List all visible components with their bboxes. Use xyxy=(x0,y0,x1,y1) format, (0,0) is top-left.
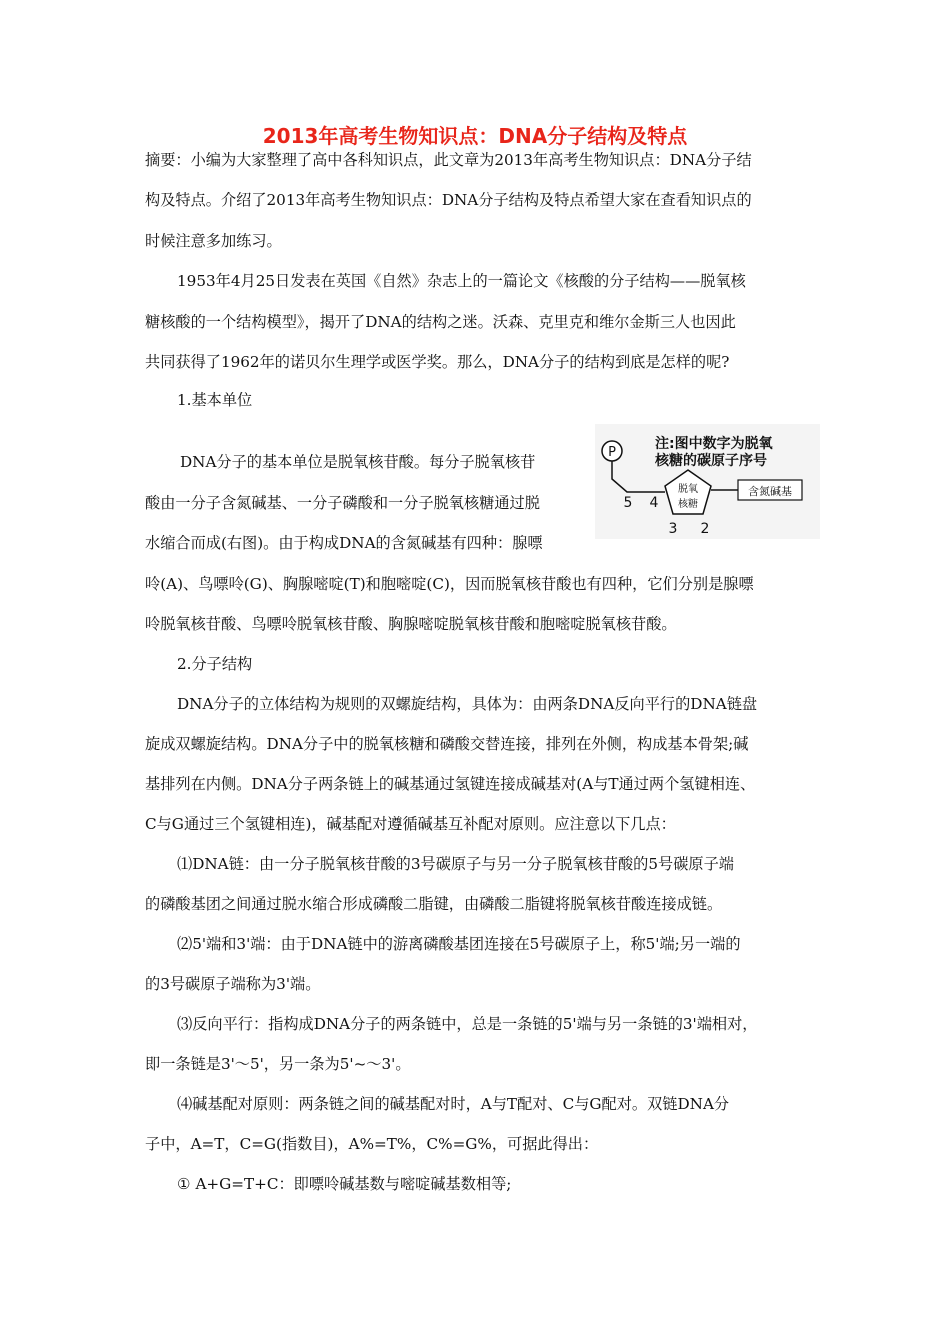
intro-line-1: 1953年4月25日发表在英国《自然》杂志上的一篇论文《核酸的分子结构——脱氧核 xyxy=(177,272,746,290)
structure-line-2: 旋成双螺旋结构。DNA分子中的脱氧核糖和磷酸交替连接，排列在外侧，构成基本骨架;碱 xyxy=(145,735,749,753)
point-3-line-1: ⑶反向平行：指构成DNA分子的两条链中，总是一条链的5'端与另一条链的3'端相对， xyxy=(177,1015,758,1033)
intro-line-2: 糖核酸的一个结构模型》，揭开了DNA的结构之迷。沃森、克里克和维尔金斯三人也因此 xyxy=(145,313,736,331)
point-4-line-1: ⑷碱基配对原则：两条链之间的碱基配对时，A与T配对、C与G配对。双链DNA分 xyxy=(177,1095,730,1113)
point-1-line-1: ⑴DNA链：由一分子脱氧核苷酸的3号碳原子与另一分子脱氧核苷酸的5号碳原子端 xyxy=(177,855,734,873)
basic-unit-line-1: DNA分子的基本单位是脱氧核苷酸。每分子脱氧核苷 xyxy=(180,453,536,471)
phosphate-label: P xyxy=(608,445,616,460)
base-label: 含氮碱基 xyxy=(748,485,792,498)
abstract-line-1: 摘要：小编为大家整理了高中各科知识点，此文章为2013年高考生物知识点：DNA分子结 xyxy=(145,151,752,169)
sugar-label-line-2: 核糖 xyxy=(678,499,698,510)
figure-note-line-1: 注:图中数字为脱氧 xyxy=(655,436,773,452)
basic-unit-line-2: 酸由一分子含氮碱基、一分子磷酸和一分子脱氧核糖通过脱 xyxy=(145,494,540,512)
structure-line-4: C与G通过三个氢键相连)，碱基配对遵循碱基互补配对原则。应注意以下几点： xyxy=(145,815,676,833)
carbon-number-2: 2 xyxy=(700,521,710,537)
point-2-line-2: 的3号碳原子端称为3'端。 xyxy=(145,975,321,993)
carbon-number-4: 4 xyxy=(649,495,659,511)
point-4-item-1: ① A+G=T+C：即嘌呤碱基数与嘧啶碱基数相等; xyxy=(177,1175,512,1193)
basic-unit-line-3: 水缩合而成(右图)。由于构成DNA的含氮碱基有四种：腺嘌 xyxy=(145,534,543,552)
section-heading-basic-unit: 1.基本单位 xyxy=(177,391,253,409)
section-heading-structure: 2.分子结构 xyxy=(177,655,253,673)
structure-line-1: DNA分子的立体结构为规则的双螺旋结构，具体为：由两条DNA反向平行的DNA链盘 xyxy=(177,695,758,713)
document-title: 2013年高考生物知识点：DNA分子结构及特点 xyxy=(262,124,688,148)
basic-unit-line-5: 呤脱氧核苷酸、鸟嘌呤脱氧核苷酸、胸腺嘧啶脱氧核苷酸和胞嘧啶脱氧核苷酸。 xyxy=(145,615,677,633)
nucleotide-structure-figure xyxy=(595,424,820,539)
abstract-line-2: 构及特点。介绍了2013年高考生物知识点：DNA分子结构及特点希望大家在查看知识点的 xyxy=(145,191,752,209)
structure-line-3: 基排列在内侧。DNA分子两条链上的碱基通过氢键连接成碱基对(A与T通过两个氢键相连、 xyxy=(145,775,756,793)
carbon-number-5: 5 xyxy=(623,495,633,511)
basic-unit-line-4: 呤(A)、鸟嘌呤(G)、胸腺嘧啶(T)和胞嘧啶(C)，因而脱氧核苷酸也有四种，它们分别是腺嘌 xyxy=(145,575,754,593)
sugar-label-line-1: 脱氧 xyxy=(678,484,698,495)
point-1-line-2: 的磷酸基团之间通过脱水缩合形成磷酸二脂键，由磷酸二脂键将脱氧核苷酸连接成链。 xyxy=(145,895,723,913)
point-4-line-2: 子中，A=T，C=G(指数目)，A%=T%，C%=G%，可据此得出： xyxy=(145,1135,599,1153)
abstract-line-3: 时候注意多加练习。 xyxy=(145,232,282,250)
point-3-line-2: 即一条链是3'～5'，另一条为5'~～3'。 xyxy=(145,1055,411,1073)
carbon-number-3: 3 xyxy=(668,521,678,537)
intro-line-3: 共同获得了1962年的诺贝尔生理学或医学奖。那么，DNA分子的结构到底是怎样的呢? xyxy=(145,353,730,371)
figure-note-line-2: 核糖的碳原子序号 xyxy=(655,453,767,469)
point-2-line-1: ⑵5'端和3'端：由于DNA链中的游离磷酸基团连接在5号碳原子上，称5'端;另一端的 xyxy=(177,935,741,953)
